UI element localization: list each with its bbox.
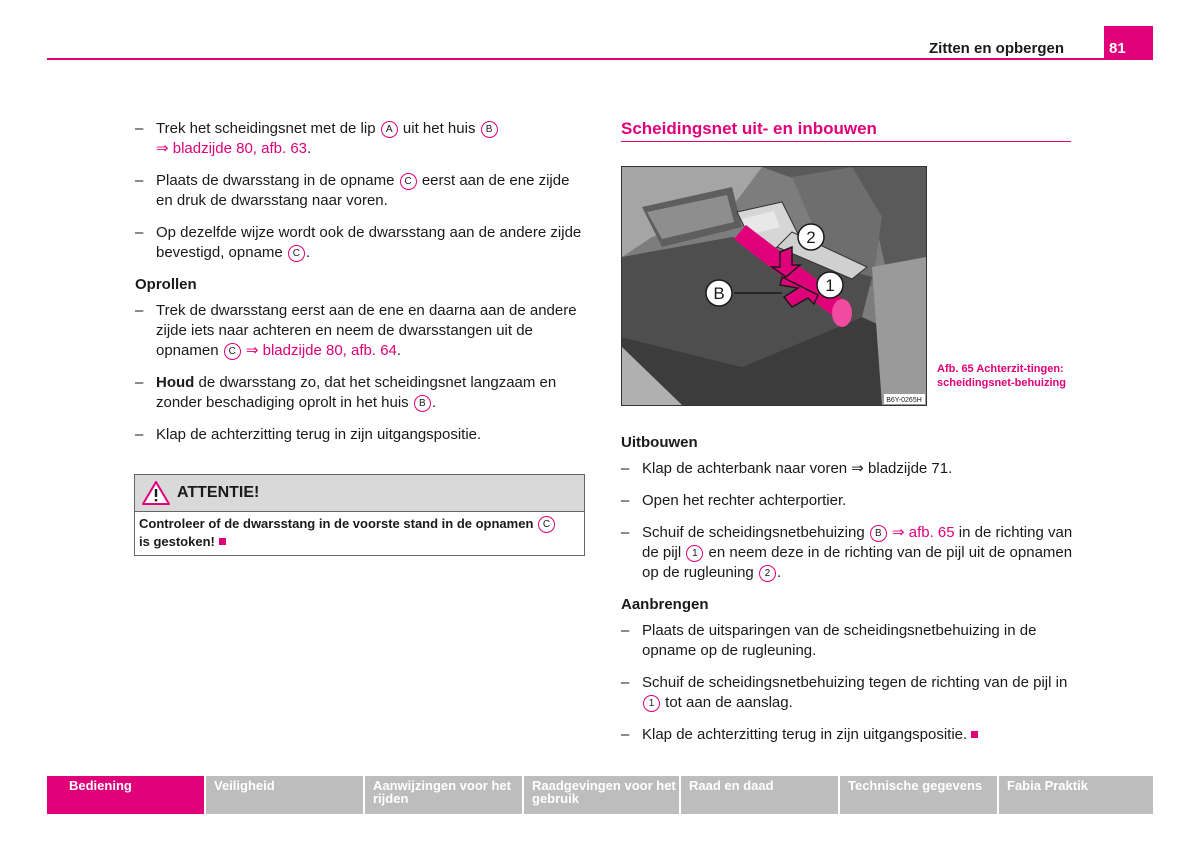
tab-raadgevingen-voor-het-gebruik[interactable]: Raadgevingen voor het gebruik bbox=[524, 776, 679, 814]
marker-2: 2 bbox=[759, 565, 776, 582]
label-2: 2 bbox=[806, 228, 816, 247]
end-marker-icon bbox=[219, 538, 226, 545]
tab-raad-en-daad[interactable]: Raad en daad bbox=[681, 776, 838, 814]
marker-b: B bbox=[481, 121, 498, 138]
figure-caption: Afb. 65 Achterzit-tingen: scheidingsnet-behuizing bbox=[937, 363, 1066, 389]
list-item: – Plaats de dwarsstang in de opname C eerst aan de ene zijde en druk de dwarsstang naar voren. bbox=[135, 172, 570, 209]
marker-1: 1 bbox=[643, 695, 660, 712]
label-1: 1 bbox=[825, 276, 835, 295]
marker-b: B bbox=[870, 525, 887, 542]
section-title: Zitten en opbergen bbox=[929, 40, 1064, 57]
marker-1: 1 bbox=[686, 545, 703, 562]
tab-fabia-praktik[interactable]: Fabia Praktik bbox=[999, 776, 1153, 814]
uitbouwen-heading: Uitbouwen bbox=[621, 434, 698, 451]
list-item: – Trek de dwarsstang eerst aan de ene en daarna aan de andere zijde iets naar achteren en neem de dwarsstangen uit de opnamen C ⇒ bladzijde 80, afb. 64. bbox=[135, 302, 577, 359]
list-item: – Klap de achterzitting terug in zijn uitgangspositie. bbox=[621, 725, 1076, 745]
left-column bbox=[135, 119, 590, 457]
warning-icon bbox=[141, 480, 171, 506]
label-b: B bbox=[713, 284, 725, 303]
aanbrengen-heading: Aanbrengen bbox=[621, 596, 709, 613]
warning-title: ATTENTIE! bbox=[177, 484, 260, 501]
figure-rear-seat bbox=[621, 166, 927, 406]
list-item: – Open het rechter achterportier. bbox=[621, 492, 847, 509]
marker-a: A bbox=[381, 121, 398, 138]
marker-c: C bbox=[538, 516, 555, 533]
figure-link[interactable]: ⇒ afb. 65 bbox=[887, 524, 955, 541]
rear-seat-illustration bbox=[622, 167, 926, 405]
marker-b: B bbox=[414, 395, 431, 412]
section-heading: Scheidingsnet uit- en inbouwen bbox=[621, 119, 877, 138]
tab-veiligheid[interactable]: Veiligheid bbox=[206, 776, 363, 814]
right-column bbox=[621, 433, 1076, 757]
list-item: – Houd de dwarsstang zo, dat het scheidingsnet langzaam en zonder beschadiging oprolt in het huis B . bbox=[135, 374, 557, 411]
list-item: – Klap de achterbank naar voren ⇒ bladzijde 71. bbox=[621, 460, 953, 477]
warning-box bbox=[134, 474, 585, 556]
list-item: – Klap de achterzitting terug in zijn uitgangspositie. bbox=[135, 426, 482, 443]
end-marker-icon bbox=[971, 731, 978, 738]
list-item: – Plaats de uitsparingen van de scheidingsnetbehuizing in de opname op de rugleuning. bbox=[621, 622, 1037, 659]
marker-c: C bbox=[288, 245, 305, 262]
oprollen-heading: Oprollen bbox=[135, 276, 197, 293]
list-item: – Trek het scheidingsnet met de lip A uit het huis B ⇒ bladzijde 80, afb. 63. bbox=[135, 119, 590, 159]
warning-header bbox=[135, 475, 584, 512]
heading-divider bbox=[621, 141, 1071, 142]
list-item: – Op dezelfde wijze wordt ook de dwarsstang aan de andere zijde bevestigd, opname C . bbox=[135, 224, 582, 261]
list-item: – Schuif de scheidingsnetbehuizing B ⇒ afb. 65 in de richting van de pijl 1 en neem deze in de richting van de pijl uit de opnamen op de rugleuning 2 . bbox=[621, 524, 1073, 581]
marker-c: C bbox=[224, 343, 241, 360]
tab-bediening[interactable]: Bediening bbox=[47, 776, 204, 814]
warning-text: Controleer of de dwarsstang in de voorste stand in de opnamen C is gestoken! bbox=[135, 512, 584, 555]
list-item: – Schuif de scheidingsnetbehuizing tegen de richting van de pijl in 1 tot aan de aanslag. bbox=[621, 674, 1068, 711]
marker-c: C bbox=[400, 173, 417, 190]
page-link[interactable]: ⇒ bladzijde 80, afb. 63 bbox=[156, 140, 308, 157]
figure-code: B6Y-0265H bbox=[886, 397, 922, 404]
header-divider bbox=[47, 58, 1153, 60]
page-link[interactable]: ⇒ bladzijde 80, afb. 64 bbox=[241, 342, 397, 359]
page-number: 81 bbox=[1104, 26, 1153, 60]
tab-aanwijzingen-voor-het-rijden[interactable]: Aanwijzingen voor het rijden bbox=[365, 776, 522, 814]
tab-technische-gegevens[interactable]: Technische gegevens bbox=[840, 776, 997, 814]
